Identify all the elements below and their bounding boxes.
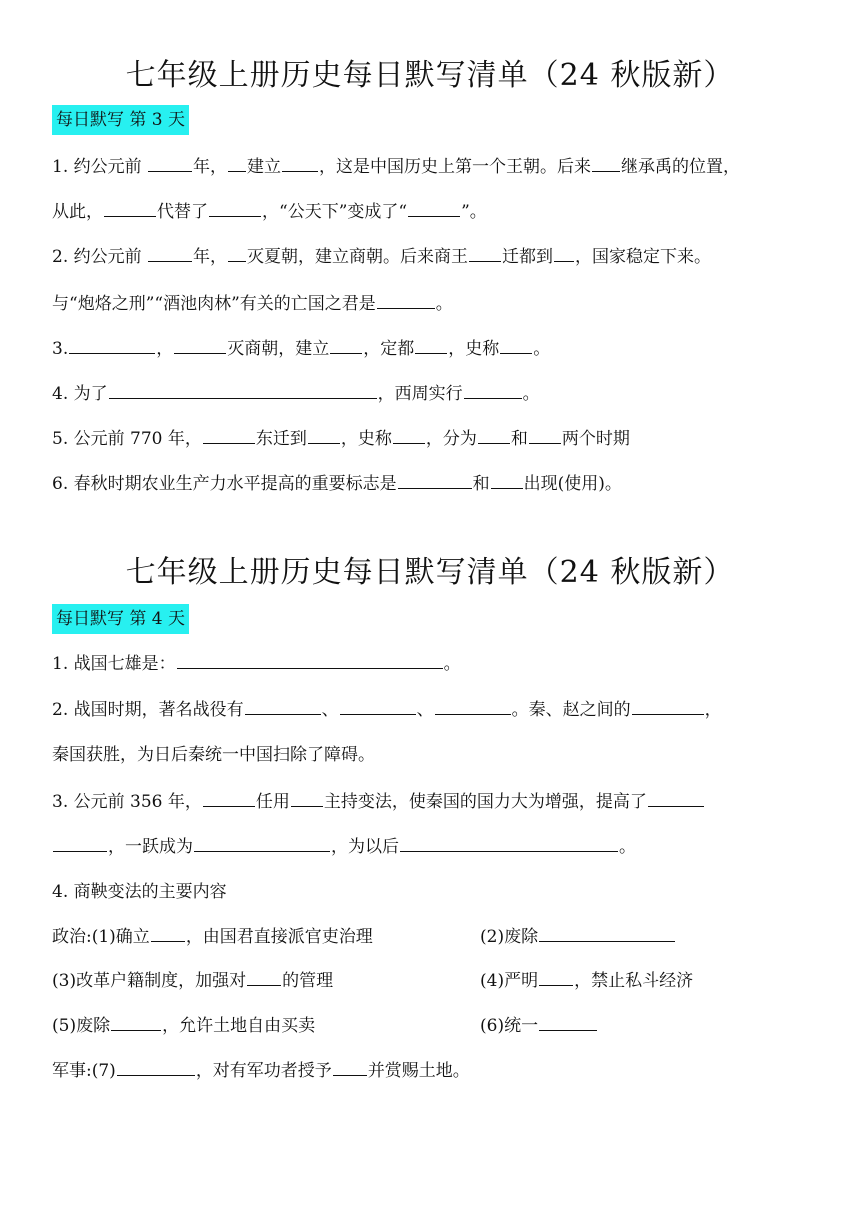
answer-blank[interactable] (174, 336, 226, 354)
day-tag: 每日默写 第 3 天 (52, 105, 189, 135)
answer-blank[interactable] (228, 154, 246, 172)
question-4: 4. 为了 ，西周实行 。 (52, 381, 540, 407)
answer-blank[interactable] (478, 426, 510, 444)
answer-blank[interactable] (245, 697, 321, 715)
question-2-line-2: 与“炮烙之刑”“酒池肉林”有关的亡国之君是 。 (52, 291, 453, 317)
answer-blank[interactable] (632, 697, 704, 715)
question-4-heading: 4. 商鞅变法的主要内容 (52, 882, 227, 902)
answer-blank[interactable] (228, 244, 246, 262)
answer-blank[interactable] (500, 336, 532, 354)
answer-blank[interactable] (469, 244, 501, 262)
answer-blank[interactable] (408, 199, 460, 217)
question-4-row-4: 军事:(7) ，对有军功者授予 并赏赐土地。 (52, 1058, 470, 1084)
question-4-row-1: 政治:(1)确立 ，由国君直接派官吏治理 (2)废除 (52, 924, 812, 950)
answer-blank[interactable] (330, 336, 362, 354)
answer-blank[interactable] (592, 154, 620, 172)
answer-blank[interactable] (111, 1013, 161, 1031)
answer-blank[interactable] (151, 924, 185, 942)
question-4-item-6: (6)统一 (480, 1013, 598, 1039)
question-4-row-3: (5)废除 ，允许土地自由买卖 (6)统一 (52, 1013, 812, 1039)
answer-blank[interactable] (291, 789, 323, 807)
day-tag: 每日默写 第 4 天 (52, 604, 189, 634)
answer-blank[interactable] (539, 1013, 597, 1031)
answer-blank[interactable] (435, 697, 511, 715)
answer-blank[interactable] (308, 426, 340, 444)
answer-blank[interactable] (109, 381, 377, 399)
answer-blank[interactable] (464, 381, 522, 399)
question-2-line-1: 2. 战国时期，著名战役有 、 、 。秦、赵之间的 ， (52, 697, 722, 723)
answer-blank[interactable] (53, 834, 107, 852)
answer-blank[interactable] (554, 244, 574, 262)
question-3-line-1: 3. 公元前 356 年， 任用 主持变法，使秦国的国力大为增强，提高了 (52, 789, 705, 815)
question-1-line-2: 从此， 代替了 ，“公天下”变成了“ ”。 (52, 199, 487, 225)
section-title: 七年级上册历史每日默写清单（24 秋版新） (125, 555, 735, 590)
answer-blank[interactable] (148, 154, 192, 172)
answer-blank[interactable] (491, 471, 523, 489)
question-5: 5. 公元前 770 年， 东迁到 ，史称 ，分为 和 两个时期 (52, 426, 630, 452)
answer-blank[interactable] (194, 834, 330, 852)
question-3-line-2: ，一跃成为 ，为以后 。 (52, 834, 636, 860)
answer-blank[interactable] (398, 471, 472, 489)
answer-blank[interactable] (148, 244, 192, 262)
answer-blank[interactable] (539, 968, 573, 986)
section-title: 七年级上册历史每日默写清单（24 秋版新） (125, 58, 735, 93)
answer-blank[interactable] (247, 968, 281, 986)
question-1-line-1: 1. 约公元前 年， 建立 ，这是中国历史上第一个王朝。后来 继承禹的位置， (52, 154, 740, 180)
answer-blank[interactable] (340, 697, 416, 715)
question-4-item-2: (2)废除 (480, 924, 676, 950)
answer-blank[interactable] (333, 1058, 367, 1076)
answer-blank[interactable] (648, 789, 704, 807)
question-6: 6. 春秋时期农业生产力水平提高的重要标志是 和 出现(使用)。 (52, 471, 622, 497)
answer-blank[interactable] (529, 426, 561, 444)
answer-blank[interactable] (400, 834, 618, 852)
answer-blank[interactable] (209, 199, 261, 217)
answer-blank[interactable] (415, 336, 447, 354)
question-4-row-2: (3)改革户籍制度，加强对 的管理 (4)严明 ，禁止私斗经济 (52, 968, 812, 994)
answer-blank[interactable] (203, 789, 255, 807)
question-3: 3. ， 灭商朝，建立 ，定都 ，史称 。 (52, 336, 550, 362)
question-4-item-4: (4)严明 ，禁止私斗经济 (480, 968, 693, 994)
question-1: 1. 战国七雄是： 。 (52, 651, 461, 677)
answer-blank[interactable] (177, 651, 443, 669)
answer-blank[interactable] (69, 336, 155, 354)
answer-blank[interactable] (104, 199, 156, 217)
answer-blank[interactable] (393, 426, 425, 444)
answer-blank[interactable] (377, 291, 435, 309)
question-2-line-1: 2. 约公元前 年， 灭夏朝，建立商朝。后来商王 迁都到 ，国家稳定下来。 (52, 244, 711, 270)
answer-blank[interactable] (539, 924, 675, 942)
answer-blank[interactable] (282, 154, 318, 172)
question-2-line-2: 秦国获胜，为日后秦统一中国扫除了障碍。 (52, 745, 375, 765)
answer-blank[interactable] (117, 1058, 195, 1076)
answer-blank[interactable] (203, 426, 255, 444)
